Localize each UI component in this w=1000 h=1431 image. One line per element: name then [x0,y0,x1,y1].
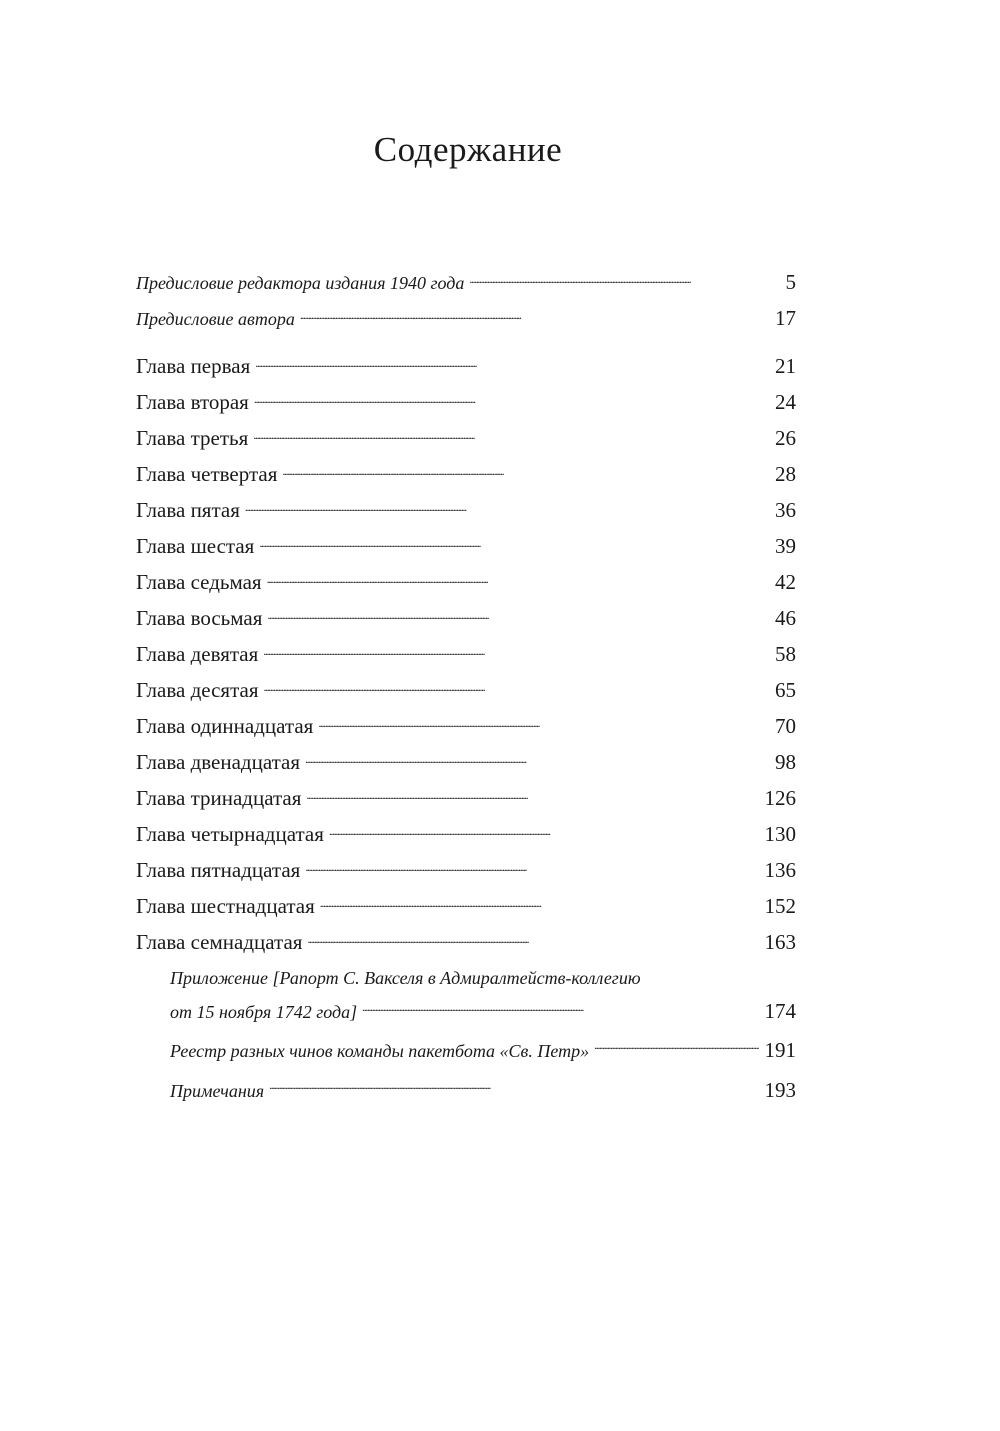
toc-entry-chapter-2[interactable] [136,384,796,420]
toc-entry-page: 17 [775,306,796,330]
toc-entry-label: Глава шестая [136,534,255,558]
toc-entry-chapter-15[interactable] [136,852,796,888]
toc-entry-chapter-9[interactable] [136,636,796,672]
page-title: Содержание [373,130,563,169]
toc-entry-label: Примечания [170,1081,265,1101]
toc-entry-chapter-14[interactable] [136,816,796,852]
toc-entry-register[interactable] [170,1030,796,1070]
section-gap [136,336,796,348]
toc-entry-page: 126 [764,786,796,810]
toc-entry-page: 191 [764,1038,796,1062]
toc-entry-author-preface[interactable] [136,300,796,336]
toc-entry-label: от 15 ноября 1742 года] [170,1002,358,1022]
toc-entry-page: 98 [775,750,796,774]
dot-leader [259,533,769,553]
dot-leader [469,269,779,289]
dot-leader [300,305,769,325]
table-of-contents [136,264,796,1110]
toc-entry-page: 36 [775,498,796,522]
toc-entry-page: 39 [775,534,796,558]
toc-entry-notes[interactable] [170,1070,796,1110]
dot-leader [267,605,769,625]
toc-entry-label: Глава одиннадцатая [136,714,314,738]
toc-entry-label: Глава седьмая [136,570,262,594]
toc-entry-page: 26 [775,426,796,450]
toc-entry-label: Глава двенадцатая [136,750,301,774]
toc-entry-page: 42 [775,570,796,594]
toc-entry-page: 21 [775,354,796,378]
toc-entry-page: 24 [775,390,796,414]
dot-leader [362,998,758,1018]
dot-leader [264,677,770,697]
toc-entry-chapter-10[interactable] [136,672,796,708]
dot-leader [282,461,769,481]
toc-entry-page: 28 [775,462,796,486]
toc-entry-label: Предисловие автора [136,309,295,329]
toc-entry-label: Глава пятая [136,498,240,522]
toc-entry-label: Глава первая [136,354,251,378]
toc-entry-page: 193 [764,1078,796,1102]
toc-entry-page: 70 [775,714,796,738]
toc-entry-chapter-6[interactable] [136,528,796,564]
dot-leader [263,641,769,661]
toc-entry-label: Глава тринадцатая [136,786,302,810]
toc-entry-page: 163 [764,930,796,954]
dot-leader [307,929,758,949]
toc-entry-chapter-7[interactable] [136,564,796,600]
toc-entry-page: 58 [775,642,796,666]
dot-leader [329,821,759,841]
toc-entry-label: Глава четвертая [136,462,278,486]
toc-entry-label: Глава девятая [136,642,259,666]
toc-entry-label: Предисловие редактора издания 1940 года [136,273,465,293]
toc-entry-chapter-4[interactable] [136,456,796,492]
toc-entry-page: 136 [764,858,796,882]
toc-entry-appendix-line1[interactable]: Приложение [Рапорт С. Вакселя в Адмиралтейств-коллегию [170,968,641,988]
dot-leader [253,425,769,445]
dot-leader [305,857,758,877]
dot-leader [306,785,758,805]
dot-leader [255,353,769,373]
toc-entry-label: Глава десятая [136,678,259,702]
appendix-section [136,964,796,1110]
toc-entry-chapter-13[interactable] [136,780,796,816]
toc-entry-label: Глава четырнадцатая [136,822,324,846]
dot-leader [594,1037,758,1057]
toc-entry-chapter-5[interactable] [136,492,796,528]
toc-entry-chapter-11[interactable] [136,708,796,744]
dot-leader [269,1077,758,1097]
toc-entry-appendix-report[interactable] [170,992,796,1030]
toc-entry-chapter-3[interactable] [136,420,796,456]
toc-entry-chapter-16[interactable] [136,888,796,924]
dot-leader [254,389,769,409]
toc-entry-page: 152 [764,894,796,918]
toc-entry-label: Глава третья [136,426,249,450]
toc-entry-label: Глава восьмая [136,606,263,630]
toc-entry-chapter-17[interactable] [136,924,796,960]
dot-leader [267,569,769,589]
toc-entry-label: Глава шестнадцатая [136,894,315,918]
toc-entry-page: 130 [764,822,796,846]
dot-leader [305,749,769,769]
toc-entry-chapter-12[interactable] [136,744,796,780]
toc-entry-editor-preface[interactable] [136,264,796,300]
toc-entry-page: 174 [764,999,796,1023]
toc-entry-page: 65 [775,678,796,702]
dot-leader [245,497,769,517]
toc-entry-page: 46 [775,606,796,630]
toc-entry-chapter-8[interactable] [136,600,796,636]
toc-entry-label: Реестр разных чинов команды пакетбота «Св. Петр» [170,1041,590,1061]
dot-leader [318,713,769,733]
toc-entry-chapter-1[interactable] [136,348,796,384]
toc-entry-label: Глава вторая [136,390,249,414]
toc-entry-page: 5 [785,270,796,294]
dot-leader [320,893,759,913]
toc-entry-label: Глава пятнадцатая [136,858,301,882]
toc-entry-label: Глава семнадцатая [136,930,303,954]
